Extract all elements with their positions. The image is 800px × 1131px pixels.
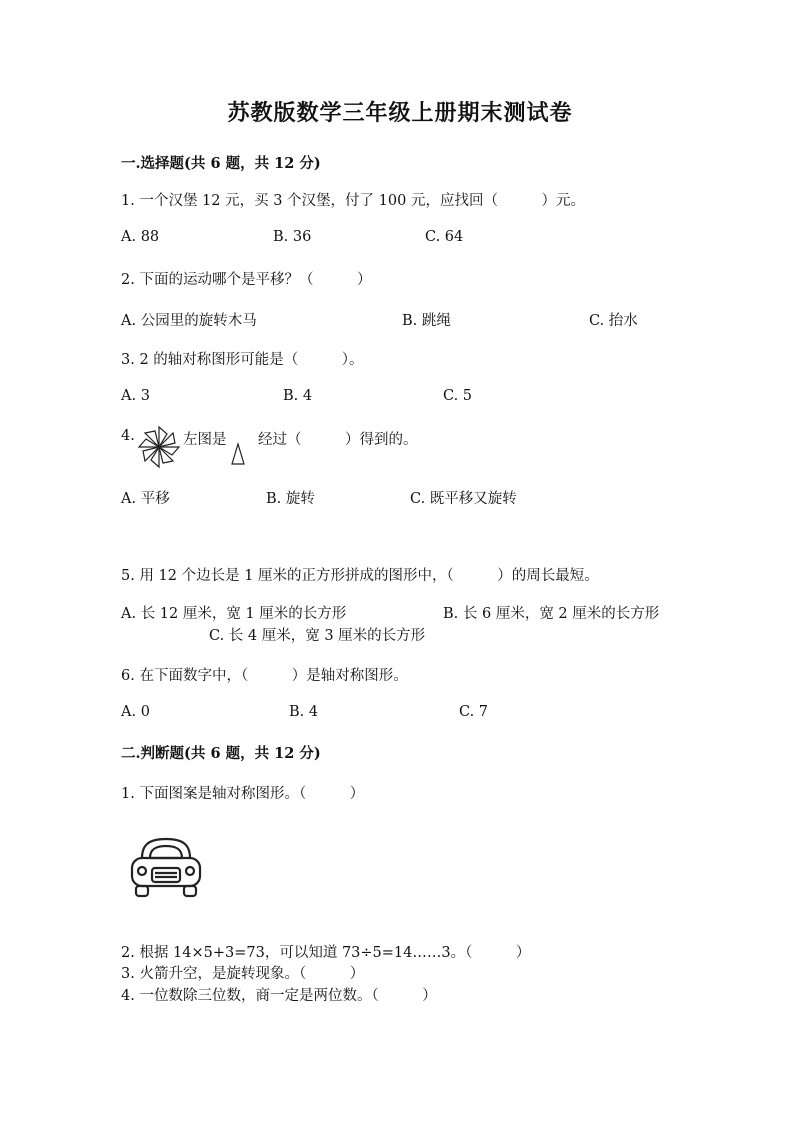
- question-1-option-a: A. 88: [121, 229, 160, 245]
- question-2-option-a: A. 公园里的旋转木马: [121, 313, 257, 329]
- judgement-4-stem: 4. 一位数除三位数，商一定是两位数。（ ）: [121, 988, 437, 1004]
- question-4-option-b: B. 旋转: [266, 491, 315, 507]
- question-2-option-c: C. 抬水: [589, 313, 638, 329]
- car-figure: [128, 836, 204, 900]
- question-5-stem: 5. 用 12 个边长是 1 厘米的正方形拼成的图形中，（ ）的周长最短。: [121, 568, 599, 584]
- question-4-option-a: A. 平移: [121, 491, 170, 507]
- question-4-text-left: 左图是: [183, 432, 227, 448]
- question-4-text-right: 经过（ ）得到的。: [258, 432, 418, 448]
- question-2-option-b: B. 跳绳: [402, 313, 451, 329]
- question-6-stem: 6. 在下面数字中，（ ）是轴对称图形。: [121, 668, 408, 684]
- question-3-option-b: B. 4: [283, 388, 313, 404]
- question-1-option-c: C. 64: [425, 229, 464, 245]
- question-3-option-a: A. 3: [121, 388, 150, 404]
- question-6-option-a: A. 0: [121, 704, 150, 720]
- section-heading-choice: 一.选择题(共 6 题，共 12 分): [121, 155, 321, 172]
- question-6-option-b: B. 4: [289, 704, 319, 720]
- question-2-stem: 2. 下面的运动哪个是平移？（ ）: [121, 272, 372, 288]
- question-5-option-b: B. 长 6 厘米，宽 2 厘米的长方形: [443, 606, 660, 622]
- triangle-blade-figure: [230, 442, 246, 466]
- judgement-3-stem: 3. 火箭升空，是旋转现象。（ ）: [121, 966, 365, 982]
- judgement-1-stem: 1. 下面图案是轴对称图形。（ ）: [121, 786, 365, 802]
- judgement-2-stem: 2. 根据 14×5+3=73，可以知道 73÷5=14……3。（ ）: [121, 945, 531, 961]
- page-title: 苏教版数学三年级上册期末测试卷: [227, 100, 573, 126]
- question-3-stem: 3. 2 的轴对称图形可能是（ ）。: [121, 352, 364, 368]
- pinwheel-figure: [136, 424, 182, 470]
- question-1-stem: 1. 一个汉堡 12 元，买 3 个汉堡，付了 100 元，应找回（ ）元。: [121, 193, 585, 209]
- question-5-option-a: A. 长 12 厘米，宽 1 厘米的长方形: [121, 606, 347, 622]
- question-5-option-c: C. 长 4 厘米，宽 3 厘米的长方形: [209, 628, 426, 644]
- question-4-option-c: C. 既平移又旋转: [410, 491, 517, 507]
- question-1-option-b: B. 36: [273, 229, 312, 245]
- question-6-option-c: C. 7: [459, 704, 489, 720]
- section-heading-judgement: 二.判断题(共 6 题，共 12 分): [121, 745, 321, 762]
- question-4-number: 4.: [121, 428, 135, 444]
- question-3-option-c: C. 5: [443, 388, 473, 404]
